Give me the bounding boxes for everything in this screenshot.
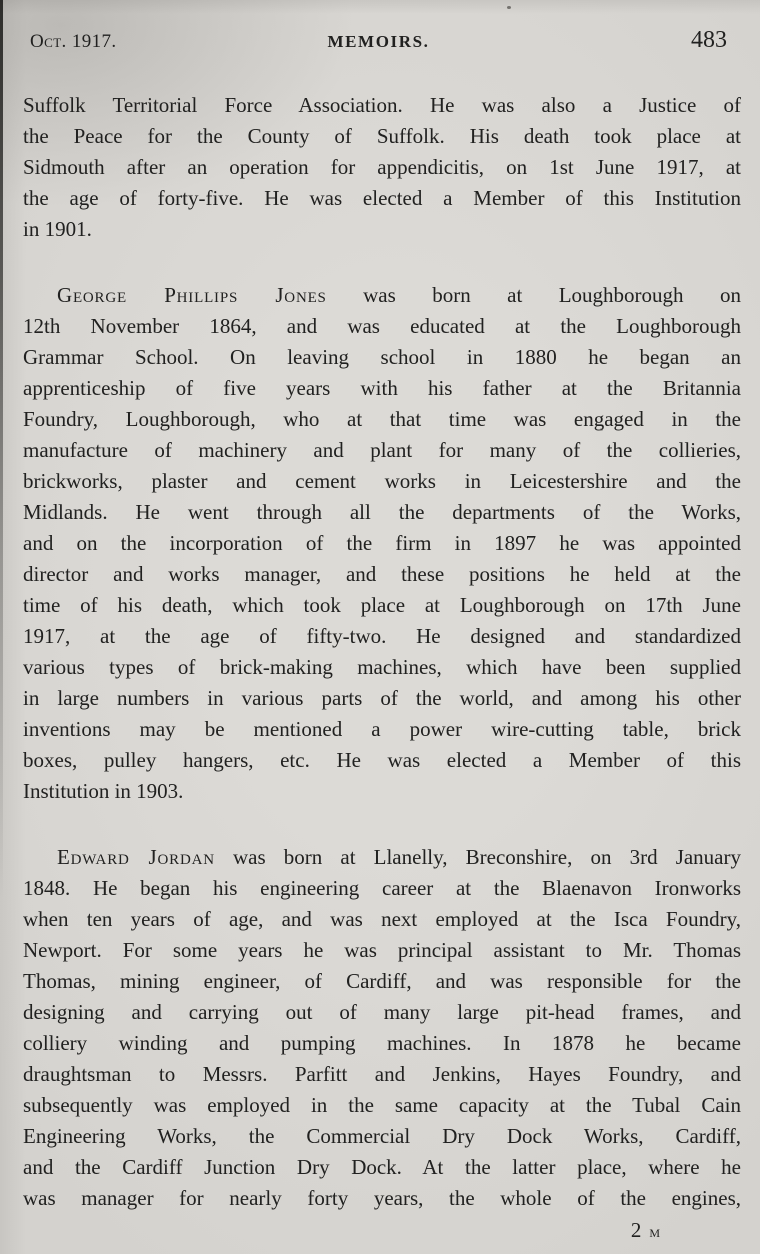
text-line: 1848. He began his engineering career at the Blaenavon Ironworks: [23, 876, 741, 900]
text-line: Institution in 1903.: [23, 779, 184, 803]
paragraph-edward-jordan: [23, 842, 741, 1214]
text-line: manufacture of machinery and plant for many of the collieries,: [23, 438, 741, 462]
text-line-fragment: was born at Loughborough on: [326, 283, 741, 307]
text-line: time of his death, which took place at Loughborough on 17th June: [23, 593, 741, 617]
text-line: was manager for nearly forty years, the whole of the engines,: [23, 1186, 741, 1210]
page-title: MEMOIRS.: [327, 32, 430, 51]
text-line: Suffolk Territorial Force Association. He was also a Justice of: [23, 93, 741, 117]
paragraph-obituary-continuation: [23, 90, 741, 245]
text-line: the age of forty-five. He was elected a Member of this Institution: [23, 186, 741, 210]
page-footer: [0, 1215, 760, 1247]
scan-artifact: [507, 6, 511, 9]
header-issue-date: Oct. 1917.: [30, 31, 117, 52]
scan-artifact: [600, 428, 603, 431]
text-line: and on the incorporation of the firm in 1897 he was appointed: [23, 531, 741, 555]
text-line: brickworks, plaster and cement works in Leicestershire and the: [23, 469, 741, 493]
paragraph-george-phillips-jones: [23, 280, 741, 807]
text-line: Engineering Works, the Commercial Dry Dock Works, Cardiff,: [23, 1124, 741, 1148]
page-number: 483: [691, 27, 727, 53]
text-line: [23, 842, 741, 873]
text-line: designing and carrying out of many large pit-head frames, and: [23, 1000, 741, 1024]
text-line: Sidmouth after an operation for appendicitis, on 1st June 1917, at: [23, 155, 741, 179]
text-line: Foundry, Loughborough, who at that time was engaged in the: [23, 407, 741, 431]
text-line: and the Cardiff Junction Dry Dock. At the latter place, where he: [23, 1155, 741, 1179]
text-line: [23, 280, 741, 311]
text-line: colliery winding and pumping machines. In 1878 he became: [23, 1031, 741, 1055]
scan-edge-shadow: [0, 0, 3, 900]
scan-artifact: [292, 424, 295, 426]
text-line: Midlands. He went through all the departments of the Works,: [23, 500, 741, 524]
text-line: in large numbers in various parts of the world, and among his other: [23, 686, 741, 710]
signature-mark-number: 2: [630, 1218, 642, 1242]
signature-mark-letter: m: [649, 1222, 661, 1241]
text-line: draughtsman to Messrs. Parfitt and Jenkins, Hayes Foundry, and: [23, 1062, 741, 1086]
page-header: [0, 0, 760, 54]
text-line: inventions may be mentioned a power wire-cutting table, brick: [23, 717, 741, 741]
page-body: [0, 90, 760, 1214]
text-line: when ten years of age, and was next employed at the Isca Foundry,: [23, 907, 741, 931]
text-line: Newport. For some years he was principal assistant to Mr. Thomas: [23, 938, 741, 962]
text-line: director and works manager, and these positions he held at the: [23, 562, 741, 586]
text-line-fragment: was born at Llanelly, Breconshire, on 3rd January: [214, 845, 741, 869]
text-line: subsequently was employed in the same capacity at the Tubal Cain: [23, 1093, 741, 1117]
text-line: the Peace for the County of Suffolk. His death took place at: [23, 124, 741, 148]
person-name: Edward Jordan: [57, 845, 215, 869]
text-line: 1917, at the age of fifty-two. He designed and standardized: [23, 624, 741, 648]
text-line: boxes, pulley hangers, etc. He was elected a Member of this: [23, 748, 741, 772]
person-name: George Phillips Jones: [57, 283, 327, 307]
text-line: Thomas, mining engineer, of Cardiff, and was responsible for the: [23, 969, 741, 993]
text-line: various types of brick-making machines, which have been supplied: [23, 655, 741, 679]
text-line: 12th November 1864, and was educated at the Loughborough: [23, 314, 741, 338]
text-line: Grammar School. On leaving school in 1880 he began an: [23, 345, 741, 369]
text-line: in 1901.: [23, 217, 92, 241]
text-line: apprenticeship of five years with his father at the Britannia: [23, 376, 741, 400]
